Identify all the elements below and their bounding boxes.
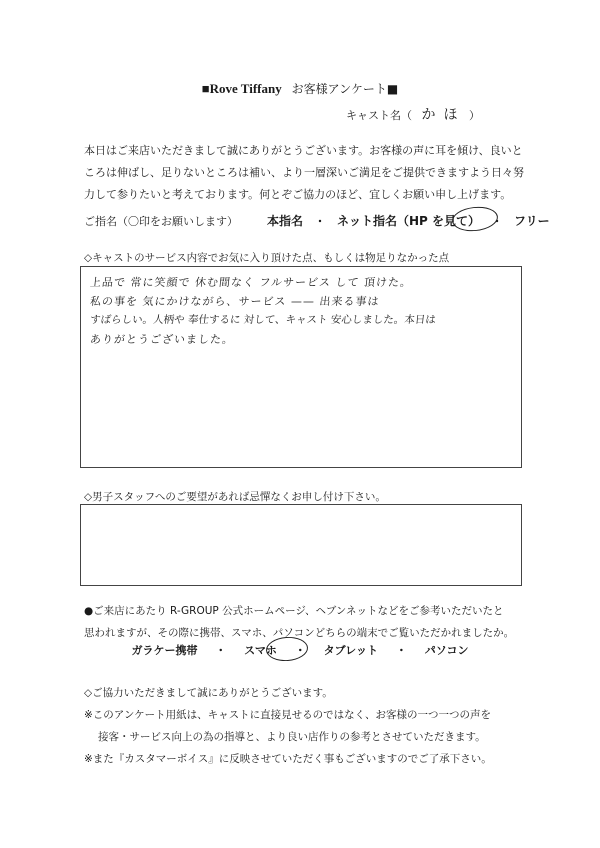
footer-line: ◇ご協力いただきまして誠にありがとうございます。 [84, 687, 333, 699]
staff-comment-box[interactable] [80, 504, 522, 586]
device-separator: ・ [395, 644, 407, 657]
handwritten-line: 私の事を 気にかけながら、サービス —— 出来る事は [89, 295, 381, 308]
footer-notes [84, 682, 524, 770]
form-subtitle: お客様アンケート■ [291, 82, 399, 96]
cast-name-row [346, 104, 480, 124]
intro-paragraph [84, 140, 524, 206]
device-option-smartphone[interactable]: スマホ [244, 644, 277, 657]
intro-line: 本日はご来店いただきまして誠にありがとうございます。お客様の声に耳を傾け、良いと [84, 144, 523, 157]
nomination-label: ご指名（〇印をお願いします） [84, 215, 238, 228]
device-separator: ・ [294, 644, 306, 657]
nomination-option-net[interactable]: ネット指名（HP を見て） [337, 214, 481, 228]
staff-section-label: ◇男子スタッフへのご要望があれば忌憚なくお申し付け下さい。 [84, 491, 386, 503]
cast-name-label: キャスト名（ [346, 109, 412, 122]
device-option-tablet[interactable]: タブレット [323, 644, 379, 657]
survey-line: ●ご来店にあたり R-GROUP 公式ホームページ、ヘブンネットなどをご参考いただいたと [84, 605, 504, 617]
handwritten-line: 上品で 常に笑顔で 休む間なく フルサービス して 頂けた。 [89, 276, 413, 289]
nomination-separator: ・ [314, 215, 326, 228]
survey-question [84, 600, 544, 644]
nomination-selected-circle [451, 205, 499, 234]
handwritten-line: すばらしい。人柄や 奉仕するに 対して、キャスト 安心しました。本日は [89, 314, 437, 326]
device-separator: ・ [215, 644, 227, 657]
form-title [0, 80, 600, 97]
nomination-option-regular[interactable]: 本指名 [267, 214, 304, 228]
cast-name-value: かほ [421, 107, 466, 123]
handwritten-comment [90, 273, 515, 349]
survey-line: 思われますが、その際に携帯、スマホ、パソコンどちらの端末でご覧いただかれましたか。 [84, 627, 515, 639]
service-section-label: ◇キャストのサービス内容でお気に入り頂けた点、もしくは物足りなかった点 [84, 252, 450, 264]
nomination-option-free[interactable]: フリー [514, 214, 550, 228]
footer-line: ※また『カスタマーボイス』に反映させていただく事もございますのでご了承下さい。 [84, 753, 492, 765]
brand-name: ■Rove Tiffany [201, 81, 282, 96]
footer-line: ※このアンケート用紙は、キャストに直接見せるのではなく、お客様の一つ一つの声を [84, 709, 491, 721]
nomination-separator: ・ [491, 215, 503, 228]
footer-line: 接客・サービス向上の為の指導と、より良い店作りの参考とさせていただきます。 [98, 731, 486, 743]
handwritten-line: ありがとうございました。 [89, 333, 235, 346]
cast-name-close: ） [469, 109, 480, 122]
device-option-pc[interactable]: パソコン [424, 644, 469, 657]
device-option-feature-phone[interactable]: ガラケー携帯 [131, 644, 198, 657]
intro-line: ころは伸ばし、足りないところは補い、より一層深いご満足をご提供できますよう日々努 [84, 166, 524, 179]
intro-line: 力して参りたいと考えております。何とぞご協力のほど、宜しくお願い申し上げます。 [84, 188, 512, 201]
